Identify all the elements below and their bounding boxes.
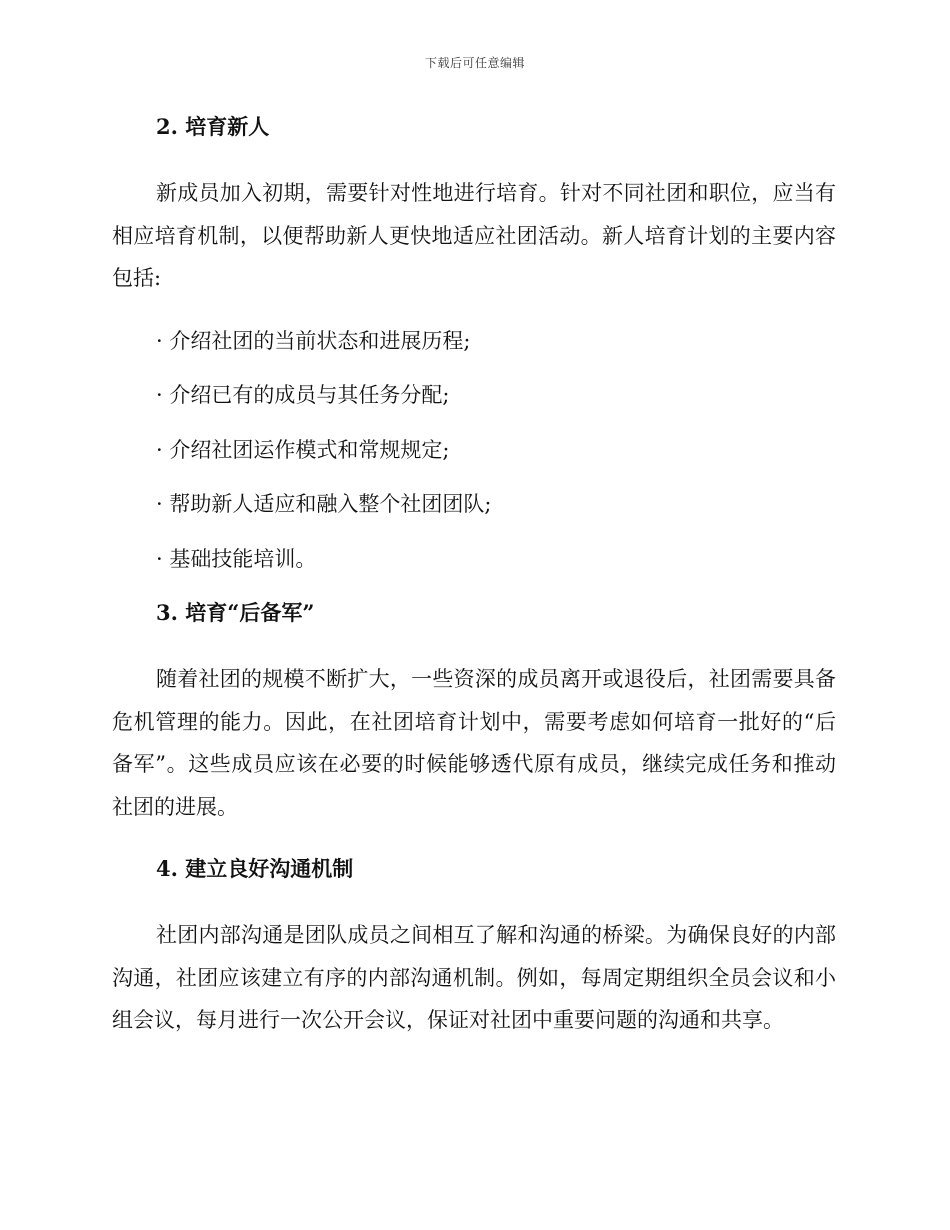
- section-heading-2: 2. 培育新人: [156, 114, 270, 139]
- page-header: 下载后可任意编辑: [424, 56, 525, 70]
- bullet-item: · 基础技能培训。: [156, 546, 317, 571]
- section-paragraph-4: 社团内部沟通是团队成员之间相互了解和沟通的桥梁。为确保良好的内部沟通，社团应该建立有序的内部沟通机制。例如，每周定期组织全员会议和小组会议，每月进行一次公开会议，保证对社团中重要问题的沟通和共享。: [112, 923, 836, 1032]
- bullet-item: · 介绍社团运作模式和常规规定;: [156, 437, 450, 462]
- section-heading-4: 4. 建立良好沟通机制: [156, 856, 354, 881]
- bullet-list: [156, 322, 836, 578]
- document-body: [112, 108, 836, 1064]
- bullet-item: · 介绍已有的成员与其任务分配;: [156, 383, 450, 407]
- section-paragraph-3: 随着社团的规模不断扩大，一些资深的成员离开或退役后，社团需要具备危机管理的能力。因此，在社团培育计划中，需要考虑如何培育一批好的“后备军”。这些成员应该在必要的时候能够透代原有成员，继续完成任务和推动社团的进展。: [112, 667, 836, 819]
- section-paragraph-2: 新成员加入初期，需要针对性地进行培育。针对不同社团和职位，应当有相应培育机制，以便帮助新人更快地适应社团活动。新人培育计划的主要内容包括:: [112, 181, 836, 290]
- bullet-item: · 帮助新人适应和融入整个社团团队;: [156, 492, 492, 516]
- section-heading-3: 3. 培育“后备军”: [156, 600, 315, 625]
- bullet-item: · 介绍社团的当前状态和进展历程;: [156, 328, 471, 353]
